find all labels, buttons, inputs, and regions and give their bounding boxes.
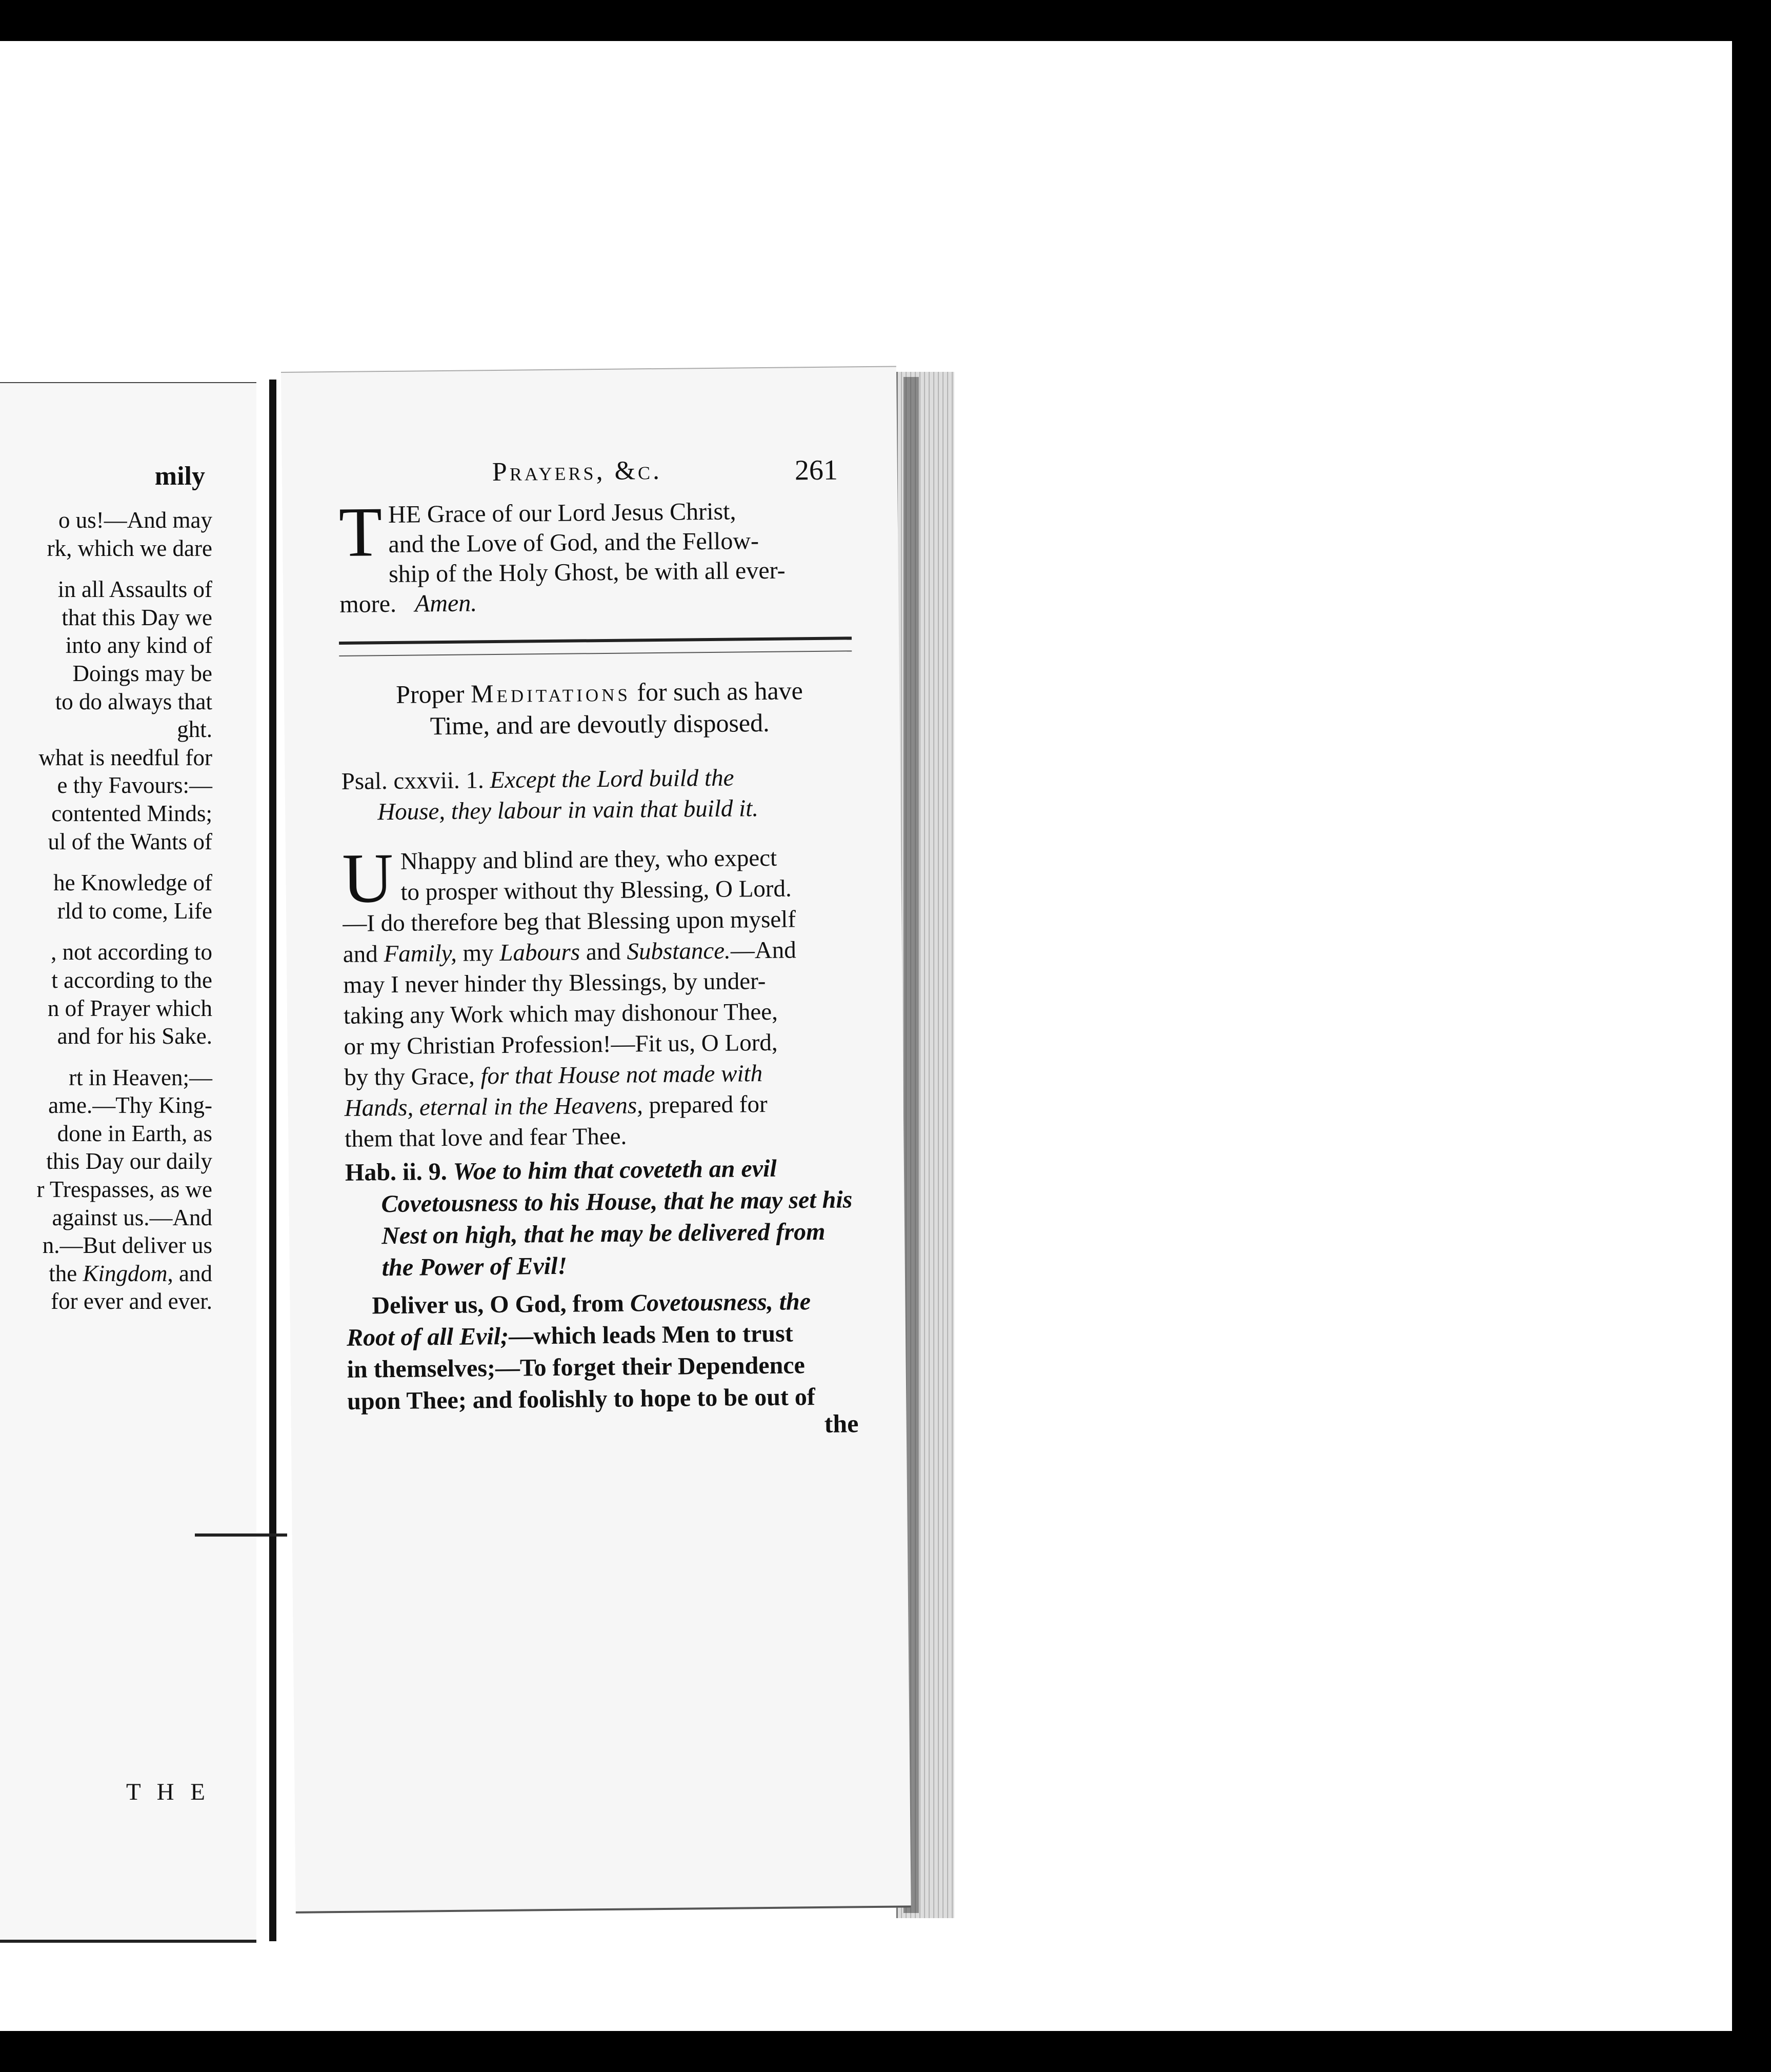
left-page-header: mily — [154, 462, 205, 491]
scripture-text: Woe to him that coveteth an evil — [453, 1154, 777, 1185]
scan-border-top — [0, 0, 1771, 41]
text-line: may I never hinder thy Blessings, by under- — [343, 967, 766, 999]
gutter-shadow — [195, 1533, 287, 1537]
scripture-text: the Power of Evil! — [381, 1252, 568, 1282]
left-page-line: r Trespasses, as we — [36, 1177, 212, 1203]
meditation-paragraph — [341, 838, 863, 1154]
left-page-line: t according to the — [51, 967, 212, 993]
amen-word: Amen. — [414, 589, 477, 617]
title-line: Time, and are devoutly disposed. — [430, 708, 770, 741]
left-page-line: ame.—Thy King- — [48, 1092, 212, 1119]
left-page-line: n.—But deliver us — [42, 1232, 212, 1259]
text-line: taking any Work which may dishonour Thee, — [343, 998, 778, 1029]
scripture-reference: Psal. cxxvii. 1. — [341, 767, 484, 795]
scripture-psalm — [341, 761, 859, 828]
left-page — [0, 382, 256, 1943]
left-page-line: this Day our daily — [46, 1148, 212, 1174]
left-page-line: that this Day we — [62, 604, 212, 630]
text-line: or my Christian Profession!—Fit us, O Lord, — [344, 1029, 778, 1060]
left-page-line: , not according to — [51, 939, 212, 965]
text-line: Hands, eternal in the Heavens, prepared for — [344, 1090, 768, 1122]
text-line: them that love and fear Thee. — [345, 1123, 627, 1152]
left-page-line: ul of the Wants of — [48, 828, 212, 854]
running-head: Prayers, &c. — [492, 455, 662, 487]
scan-border-bottom — [0, 2031, 1771, 2072]
left-page-line: and for his Sake. — [57, 1023, 212, 1049]
benediction-line: ship of the Holy Ghost, be with all ever- — [388, 556, 786, 588]
text-line: and Family, my Labours and Substance.—And — [343, 937, 796, 968]
drop-cap: U — [341, 838, 394, 918]
benediction-line: HE Grace of our Lord Jesus Christ, — [388, 497, 736, 529]
left-page-line: the Kingdom, and — [49, 1260, 212, 1286]
scripture-text: Except the Lord build the — [490, 764, 734, 794]
catchword: the — [824, 1409, 859, 1438]
book-gutter — [269, 380, 276, 1941]
meditation-paragraph — [346, 1285, 865, 1418]
left-page-line: contented Minds; — [51, 800, 212, 826]
left-page-line: e thy Favours:— — [57, 772, 212, 799]
left-page-catchword: T H E — [126, 1779, 210, 1805]
left-page-gap — [37, 1050, 213, 1064]
left-page-line: against us.—And — [52, 1204, 212, 1230]
left-page-line: rk, which we dare — [47, 535, 212, 561]
title-word-smallcaps: Meditations — [470, 678, 631, 708]
left-page-line: in all Assaults of — [57, 576, 212, 603]
page-header — [338, 453, 857, 494]
left-page-line: to do always that — [55, 688, 212, 714]
text-line: in themselves;—To forget their Dependence — [347, 1351, 806, 1383]
section-title — [340, 674, 859, 743]
text-line: —I do therefore beg that Blessing upon myself — [343, 906, 796, 937]
section-rule — [339, 636, 852, 645]
section-rule-thin — [339, 650, 852, 656]
scripture-habakkuk — [345, 1152, 864, 1284]
left-page-gap — [37, 925, 213, 938]
text-line: Nhappy and blind are they, who expect — [400, 844, 777, 875]
benediction-paragraph — [338, 492, 857, 620]
right-page — [281, 366, 911, 1913]
scripture-text: Covetousness to his House, that he may set his — [381, 1186, 853, 1218]
left-page-line: he Knowledge of — [53, 870, 212, 896]
title-word: for such as have — [637, 676, 803, 707]
benediction-line: and the Love of God, and the Fellow- — [388, 527, 759, 559]
text-line: to prosper without thy Blessing, O Lord. — [400, 875, 792, 906]
scripture-text: Nest on high, that he may be delivered from — [381, 1218, 826, 1250]
left-page-line: into any kind of — [65, 632, 212, 659]
left-page-line: rld to come, Life — [57, 898, 212, 924]
left-page-line: what is needful for — [38, 744, 212, 770]
left-page-gap — [37, 562, 213, 575]
page-number: 261 — [794, 454, 838, 487]
left-page-line: done in Earth, as — [57, 1120, 212, 1146]
drop-cap: T — [338, 492, 383, 571]
left-page-line: ght. — [177, 716, 212, 743]
benediction-line: more. — [339, 590, 397, 618]
left-page-line: Doings may be — [72, 660, 212, 686]
text-line: by thy Grace, for that House not made with — [344, 1060, 763, 1091]
scan-border-right — [1732, 0, 1771, 2072]
text-line: Root of all Evil;—which leads Men to trust — [346, 1320, 793, 1351]
left-page-line: n of Prayer which — [47, 995, 212, 1021]
left-page-line: for ever and ever. — [51, 1288, 212, 1314]
left-page-line: o us!—And may — [58, 507, 212, 533]
title-word: Proper — [395, 679, 465, 709]
left-page-gap — [37, 855, 213, 869]
text-line: Deliver us, O God, from Covetousness, the — [372, 1288, 811, 1320]
scripture-reference: Hab. ii. 9. — [345, 1158, 447, 1186]
text-line: upon Thee; and foolishly to hope to be out of — [347, 1383, 816, 1415]
left-page-line: rt in Heaven;— — [69, 1064, 212, 1090]
left-page-text — [37, 506, 213, 1316]
scripture-text: House, they labour in vain that build it. — [377, 795, 759, 826]
